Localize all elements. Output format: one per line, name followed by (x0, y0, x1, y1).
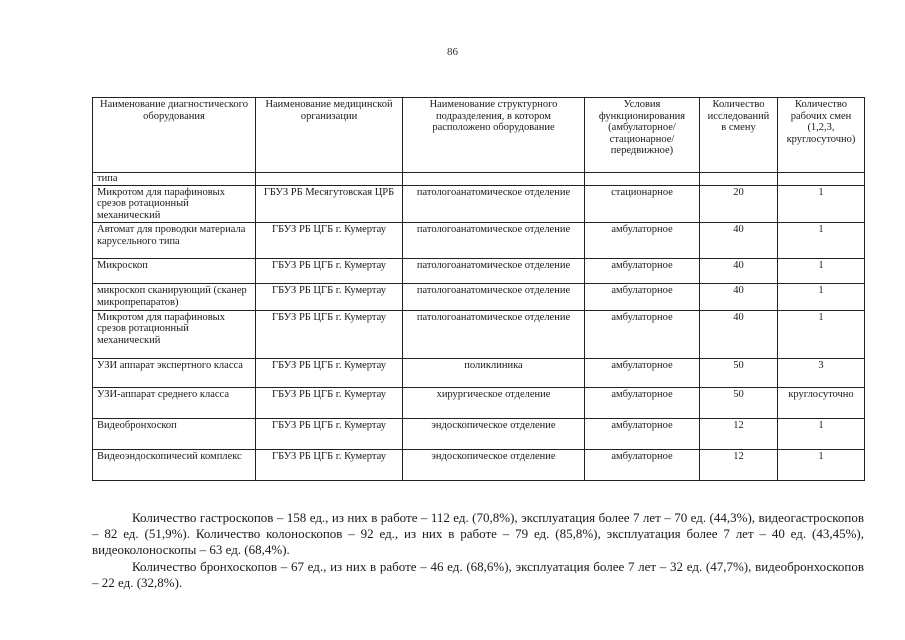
table-row (93, 418, 865, 449)
table-row (93, 185, 865, 223)
cell-conditions: амбулаторное (585, 418, 700, 449)
table-row (93, 223, 865, 259)
cell-organization: ГБУЗ РБ ЦГБ г. Кумертау (256, 310, 403, 358)
cell-equipment: УЗИ аппарат экспертного класса (93, 358, 256, 387)
cell-studies: 50 (700, 358, 778, 387)
cell-shifts: 1 (778, 259, 865, 284)
cell-equipment: микроскоп сканирующий (сканер микропрепаратов) (93, 284, 256, 310)
cell-conditions: амбулаторное (585, 449, 700, 480)
cell-shifts: 1 (778, 418, 865, 449)
header-organization: Наименование медицинской организации (256, 98, 403, 173)
cell-shifts: 1 (778, 449, 865, 480)
cell-organization: ГБУЗ РБ ЦГБ г. Кумертау (256, 284, 403, 310)
cell-department: патологоанатомическое отделение (403, 223, 585, 259)
table-row (93, 449, 865, 480)
cell-conditions: амбулаторное (585, 223, 700, 259)
cell-studies: 40 (700, 284, 778, 310)
header-conditions: Условия функционирования (амбулаторное/ стационарное/ передвижное) (585, 98, 700, 173)
table-row (93, 310, 865, 358)
table-row (93, 387, 865, 418)
paragraph-text: Количество гастроскопов – 158 ед., из них в работе – 112 ед. (70,8%), эксплуатация более 7 лет – 70 ед. (44,3%), видеогастроскопов – 82 ед. (51,9%). Количество колоноскопов – 92 ед., из них в работе – 79 ед. (85,8%), эксплуатация более 7 лет – 40 ед. (43,45%), видеоколоноскопы – 63 ед. (68,4%). (92, 510, 864, 557)
table-header-row (93, 98, 865, 173)
cell-studies: 40 (700, 223, 778, 259)
table-row (93, 284, 865, 310)
cell-organization: ГБУЗ РБ Месягутовская ЦРБ (256, 185, 403, 223)
cell-organization: ГБУЗ РБ ЦГБ г. Кумертау (256, 223, 403, 259)
cell-equipment: Микроскоп (93, 259, 256, 284)
header-shifts: Количество рабочих смен (1,2,3, круглосуточно) (778, 98, 865, 173)
cell-conditions: амбулаторное (585, 358, 700, 387)
cell-organization: ГБУЗ РБ ЦГБ г. Кумертау (256, 387, 403, 418)
cell-equipment: Микротом для парафиновых срезов ротационный механический (93, 185, 256, 223)
table-row (93, 358, 865, 387)
cell-shifts: 1 (778, 284, 865, 310)
cell-studies: 12 (700, 449, 778, 480)
cell-studies: 40 (700, 310, 778, 358)
cell-conditions: амбулаторное (585, 259, 700, 284)
cell-department: патологоанатомическое отделение (403, 259, 585, 284)
cell-shifts: 1 (778, 310, 865, 358)
cell-organization: ГБУЗ РБ ЦГБ г. Кумертау (256, 358, 403, 387)
cell-conditions: амбулаторное (585, 310, 700, 358)
cell-studies: 40 (700, 259, 778, 284)
header-department: Наименование структурного подразделения, в котором расположено оборудование (403, 98, 585, 173)
cell-equipment: УЗИ-аппарат среднего класса (93, 387, 256, 418)
cell-conditions: амбулаторное (585, 387, 700, 418)
cell-department: патологоанатомическое отделение (403, 284, 585, 310)
cell-shifts: 3 (778, 358, 865, 387)
cell-studies: 12 (700, 418, 778, 449)
empty-cell (700, 173, 778, 186)
cell-equipment: Видеоэндоскопичесий комплекс (93, 449, 256, 480)
cell-conditions: амбулаторное (585, 284, 700, 310)
cell-equipment: Видеобронхоскоп (93, 418, 256, 449)
equipment-table (92, 97, 865, 481)
page-number: 86 (447, 46, 458, 58)
empty-cell (585, 173, 700, 186)
cell-department: поликлиника (403, 358, 585, 387)
paragraph-text: Количество бронхоскопов – 67 ед., из них в работе – 46 ед. (68,6%), эксплуатация более 7 лет – 32 ед. (47,7%), видеобронхоскопов – 22 ед. (32,8%). (92, 559, 864, 590)
header-studies: Количество исследований в смену (700, 98, 778, 173)
empty-cell (256, 173, 403, 186)
cell-organization: ГБУЗ РБ ЦГБ г. Кумертау (256, 449, 403, 480)
cell-studies: 20 (700, 185, 778, 223)
table-row-continuation (93, 173, 865, 186)
cell-department: эндоскопическое отделение (403, 449, 585, 480)
cell-department: эндоскопическое отделение (403, 418, 585, 449)
cell-shifts: 1 (778, 185, 865, 223)
cell-conditions: стационарное (585, 185, 700, 223)
cell-organization: ГБУЗ РБ ЦГБ г. Кумертау (256, 259, 403, 284)
table-row (93, 259, 865, 284)
cell-shifts: круглосуточно (778, 387, 865, 418)
cell-shifts: 1 (778, 223, 865, 259)
cell-department: патологоанатомическое отделение (403, 185, 585, 223)
cell-department: патологоанатомическое отделение (403, 310, 585, 358)
cell-equipment: Автомат для проводки материала карусельного типа (93, 223, 256, 259)
header-equipment: Наименование диагностического оборудования (93, 98, 256, 173)
empty-cell (403, 173, 585, 186)
continuation-cell: типа (93, 173, 256, 186)
cell-organization: ГБУЗ РБ ЦГБ г. Кумертау (256, 418, 403, 449)
empty-cell (778, 173, 865, 186)
paragraph-endoscopes (92, 510, 864, 558)
paragraph-bronchoscopes (92, 559, 864, 591)
cell-studies: 50 (700, 387, 778, 418)
cell-equipment: Микротом для парафиновых срезов ротационный механический (93, 310, 256, 358)
cell-department: хирургическое отделение (403, 387, 585, 418)
